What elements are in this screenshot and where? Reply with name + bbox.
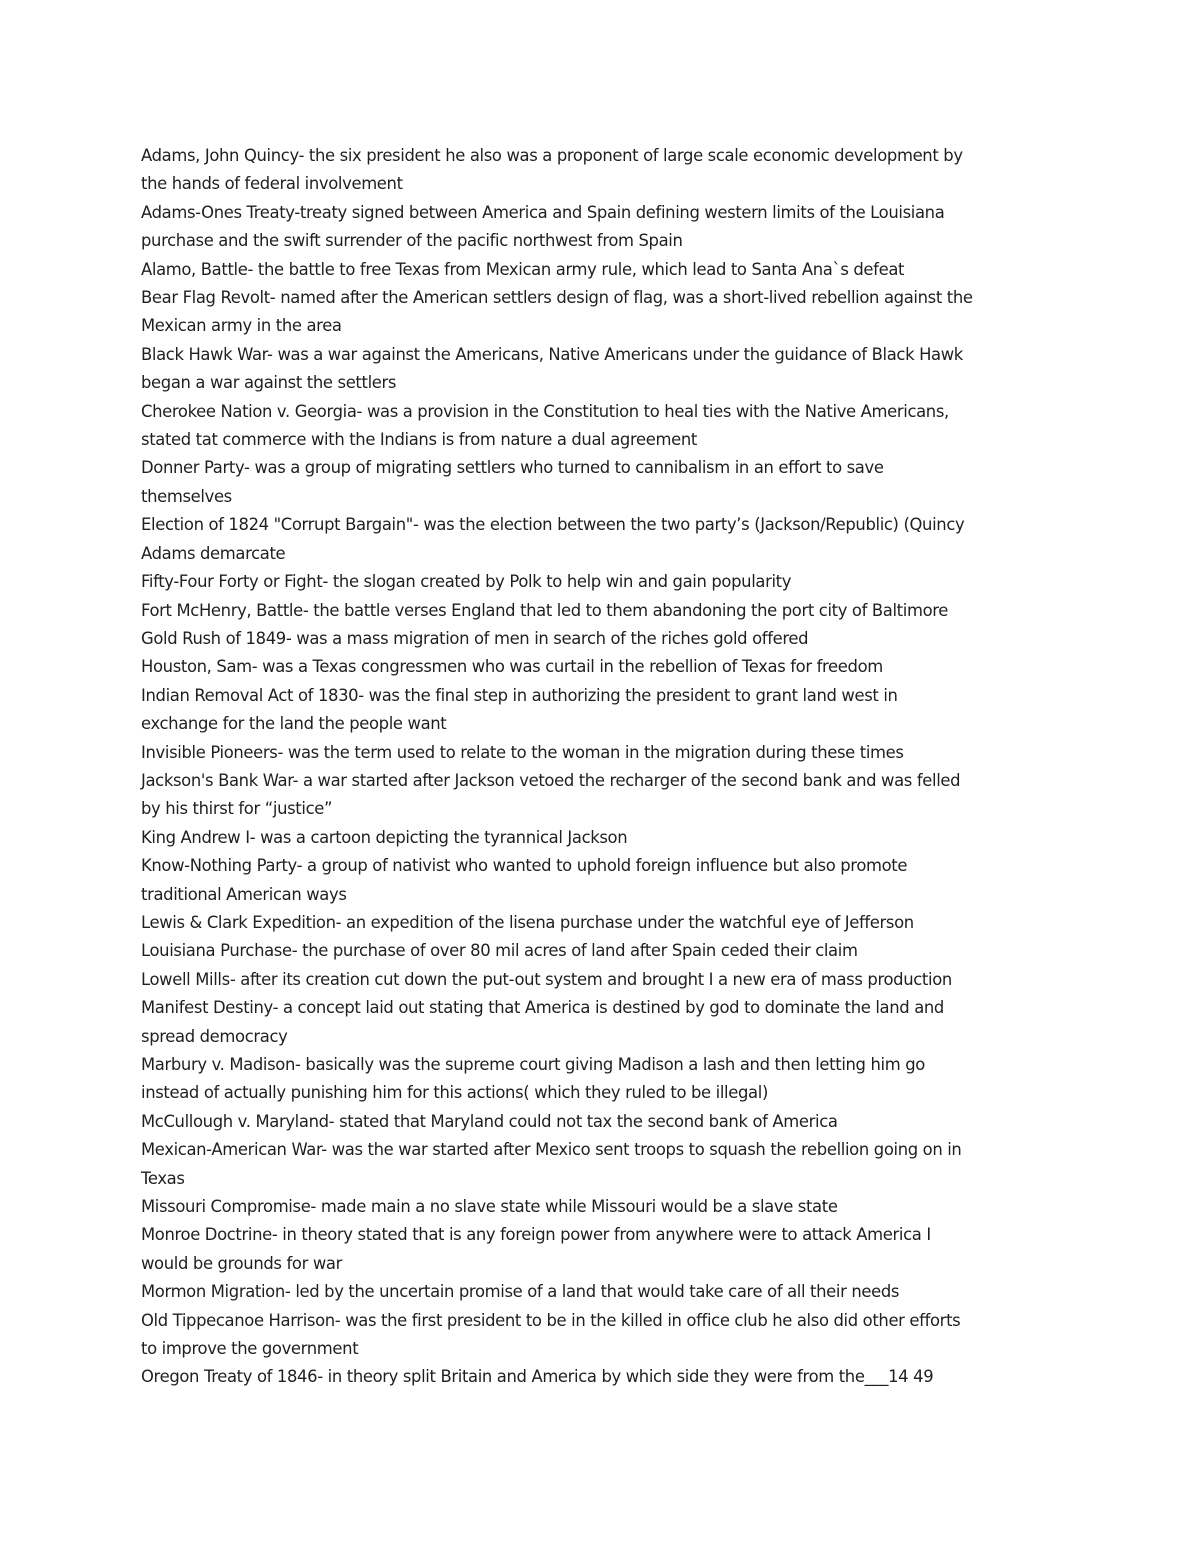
- glossary-entry: [141, 1307, 1071, 1364]
- entry-line: Fifty-Four Forty or Fight- the slogan created by Polk to help win and gain popularity: [141, 572, 792, 592]
- glossary-entry: [141, 1363, 1071, 1391]
- entry-line: Election of 1824 "Corrupt Bargain"- was the election between the two party’s (Jackson/Republic) (Quincy: [141, 515, 965, 535]
- glossary-entry: [141, 824, 1071, 852]
- entry-line: Black Hawk War- was a war against the Americans, Native Americans under the guidance of Black Hawk: [141, 344, 963, 364]
- entry-line: Alamo, Battle- the battle to free Texas from Mexican army rule, which lead to Santa Ana`s defeat: [141, 259, 905, 279]
- glossary-entry: [141, 852, 1071, 909]
- glossary-entry: [141, 1278, 1071, 1306]
- entry-line: would be grounds for war: [141, 1253, 342, 1273]
- entry-line: Adams demarcate: [141, 543, 286, 563]
- glossary-entry: [141, 739, 1071, 767]
- entry-line: Donner Party- was a group of migrating settlers who turned to cannibalism in an effort to save: [141, 458, 884, 478]
- glossary-list: [141, 142, 1071, 1392]
- entry-line: Know-Nothing Party- a group of nativist who wanted to uphold foreign influence but also promote: [141, 856, 908, 876]
- entry-line: Mormon Migration- led by the uncertain promise of a land that would take care of all their needs: [141, 1282, 900, 1302]
- entry-line: spread democracy: [141, 1026, 288, 1046]
- glossary-entry: [141, 256, 1071, 284]
- entry-line: Jackson's Bank War- a war started after Jackson vetoed the recharger of the second bank and was felled: [141, 770, 961, 790]
- entry-line: Texas: [141, 1168, 185, 1188]
- glossary-entry: [141, 625, 1071, 653]
- entry-line: Lowell Mills- after its creation cut down the put-out system and brought I a new era of mass production: [141, 969, 952, 989]
- entry-line: Adams-Ones Treaty-treaty signed between America and Spain defining western limits of the Louisiana: [141, 202, 945, 222]
- glossary-entry: [141, 994, 1071, 1051]
- entry-line: by his thirst for “justice”: [141, 799, 333, 819]
- entry-line: Invisible Pioneers- was the term used to relate to the woman in the migration during these times: [141, 742, 904, 762]
- glossary-entry: [141, 767, 1071, 824]
- entry-line: King Andrew I- was a cartoon depicting the tyrannical Jackson: [141, 827, 628, 847]
- entry-line: Adams, John Quincy- the six president he also was a proponent of large scale economic development by: [141, 146, 963, 165]
- entry-line: McCullough v. Maryland- stated that Maryland could not tax the second bank of America: [141, 1111, 838, 1131]
- entry-line: to improve the government: [141, 1339, 359, 1359]
- entry-line: Old Tippecanoe Harrison- was the first president to be in the killed in office club he also did other efforts: [141, 1310, 961, 1330]
- glossary-entry: [141, 1051, 1071, 1108]
- glossary-entry: [141, 511, 1071, 568]
- glossary-entry: [141, 568, 1071, 596]
- glossary-entry: [141, 1136, 1071, 1193]
- entry-line: Indian Removal Act of 1830- was the final step in authorizing the president to grant land west in: [141, 685, 898, 705]
- entry-line: began a war against the settlers: [141, 373, 397, 393]
- entry-line: exchange for the land the people want: [141, 714, 447, 734]
- entry-line: Oregon Treaty of 1846- in theory split Britain and America by which side they were from the___14 49: [141, 1367, 934, 1387]
- entry-line: traditional American ways: [141, 884, 347, 904]
- glossary-entry: [141, 1108, 1071, 1136]
- entry-line: Mexican-American War- was the war started after Mexico sent troops to squash the rebellion going on in: [141, 1140, 962, 1160]
- entry-line: Lewis & Clark Expedition- an expedition of the lisena purchase under the watchful eye of Jefferson: [141, 912, 914, 932]
- entry-line: purchase and the swift surrender of the pacific northwest from Spain: [141, 231, 683, 251]
- glossary-entry: [141, 909, 1071, 937]
- entry-line: Gold Rush of 1849- was a mass migration of men in search of the riches gold offered: [141, 628, 809, 648]
- glossary-entry: [141, 966, 1071, 994]
- entry-line: themselves: [141, 486, 232, 506]
- glossary-entry: [141, 284, 1071, 341]
- glossary-entry: [141, 142, 1071, 199]
- entry-line: the hands of federal involvement: [141, 174, 403, 194]
- entry-line: Marbury v. Madison- basically was the supreme court giving Madison a lash and then letting him go: [141, 1055, 925, 1074]
- entry-line: Mexican army in the area: [141, 316, 342, 336]
- glossary-entry: [141, 937, 1071, 965]
- entry-line: stated tat commerce with the Indians is from nature a dual agreement: [141, 430, 697, 450]
- entry-line: Louisiana Purchase- the purchase of over 80 mil acres of land after Spain ceded their claim: [141, 941, 858, 961]
- glossary-entry: [141, 1193, 1071, 1221]
- entry-line: Missouri Compromise- made main a no slave state while Missouri would be a slave state: [141, 1197, 838, 1217]
- glossary-entry: [141, 653, 1071, 681]
- glossary-entry: [141, 341, 1071, 398]
- entry-line: Bear Flag Revolt- named after the American settlers design of flag, was a short-lived rebellion against the: [141, 288, 973, 308]
- entry-line: Houston, Sam- was a Texas congressmen who was curtail in the rebellion of Texas for freedom: [141, 657, 883, 677]
- entry-line: Monroe Doctrine- in theory stated that is any foreign power from anywhere were to attack America I: [141, 1225, 931, 1245]
- glossary-entry: [141, 682, 1071, 739]
- glossary-entry: [141, 398, 1071, 455]
- glossary-entry: [141, 199, 1071, 256]
- glossary-entry: [141, 454, 1071, 511]
- entry-line: instead of actually punishing him for this actions( which they ruled to be illegal): [141, 1083, 768, 1103]
- entry-line: Cherokee Nation v. Georgia- was a provision in the Constitution to heal ties with the Native Americans,: [141, 401, 949, 421]
- glossary-entry: [141, 597, 1071, 625]
- entry-line: Manifest Destiny- a concept laid out stating that America is destined by god to dominate the land and: [141, 998, 944, 1018]
- glossary-entry: [141, 1221, 1071, 1278]
- entry-line: Fort McHenry, Battle- the battle verses England that led to them abandoning the port city of Baltimore: [141, 600, 949, 620]
